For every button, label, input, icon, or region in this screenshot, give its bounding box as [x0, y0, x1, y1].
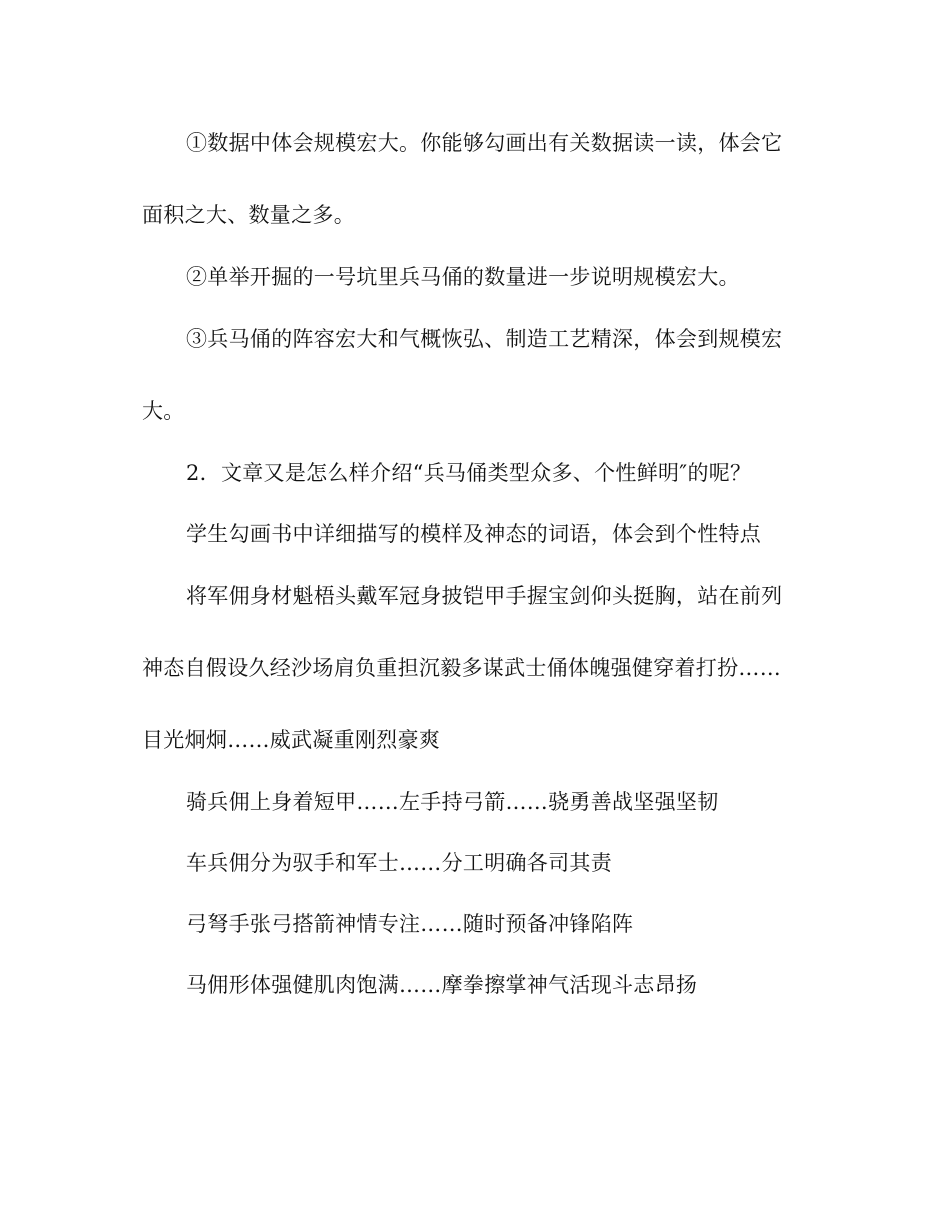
paragraph-2: ②单举开掘的一号坑里兵马俑的数量进一步说明规模宏大。	[186, 265, 740, 289]
paragraph-6: 骑兵佣上身着短甲……左手持弓箭……骁勇善战坚强坚韧	[186, 790, 719, 814]
paragraph-3-line-2: 大。	[142, 399, 185, 423]
paragraph-8: 弓弩手张弓搭箭神情专注……随时预备冲锋陷阵	[186, 912, 634, 936]
paragraph-7: 车兵佣分为驭手和军士……分工明确各司其责	[186, 851, 612, 875]
paragraph-3-line-1: ③兵马俑的阵容宏大和气概恢弘、制造工艺精深，体会到规模宏	[186, 327, 783, 351]
paragraph-5-line-2: 神态自假设久经沙场肩负重担沉毅多谋武士俑体魄强健穿着打扮……	[142, 656, 781, 680]
paragraph-1-line-1: ①数据中体会规模宏大。你能够勾画出有关数据读一读，体会它	[186, 131, 783, 155]
section-heading-2: 2．文章又是怎么样介绍“兵马俑类型众多、个性鲜明″的呢？	[186, 461, 752, 485]
paragraph-5-line-1: 将军佣身材魁梧头戴军冠身披铠甲手握宝剑仰头挺胸，站在前列	[186, 584, 783, 608]
paragraph-5-line-3: 目光炯炯……威武凝重刚烈豪爽	[142, 728, 441, 752]
paragraph-4: 学生勾画书中详细描写的模样及神态的词语，体会到个性特点	[186, 522, 762, 546]
paragraph-9: 马佣形体强健肌肉饱满……摩拳擦掌神气活现斗志昂扬	[186, 973, 698, 997]
paragraph-1-line-2: 面积之大、数量之多。	[142, 203, 355, 227]
